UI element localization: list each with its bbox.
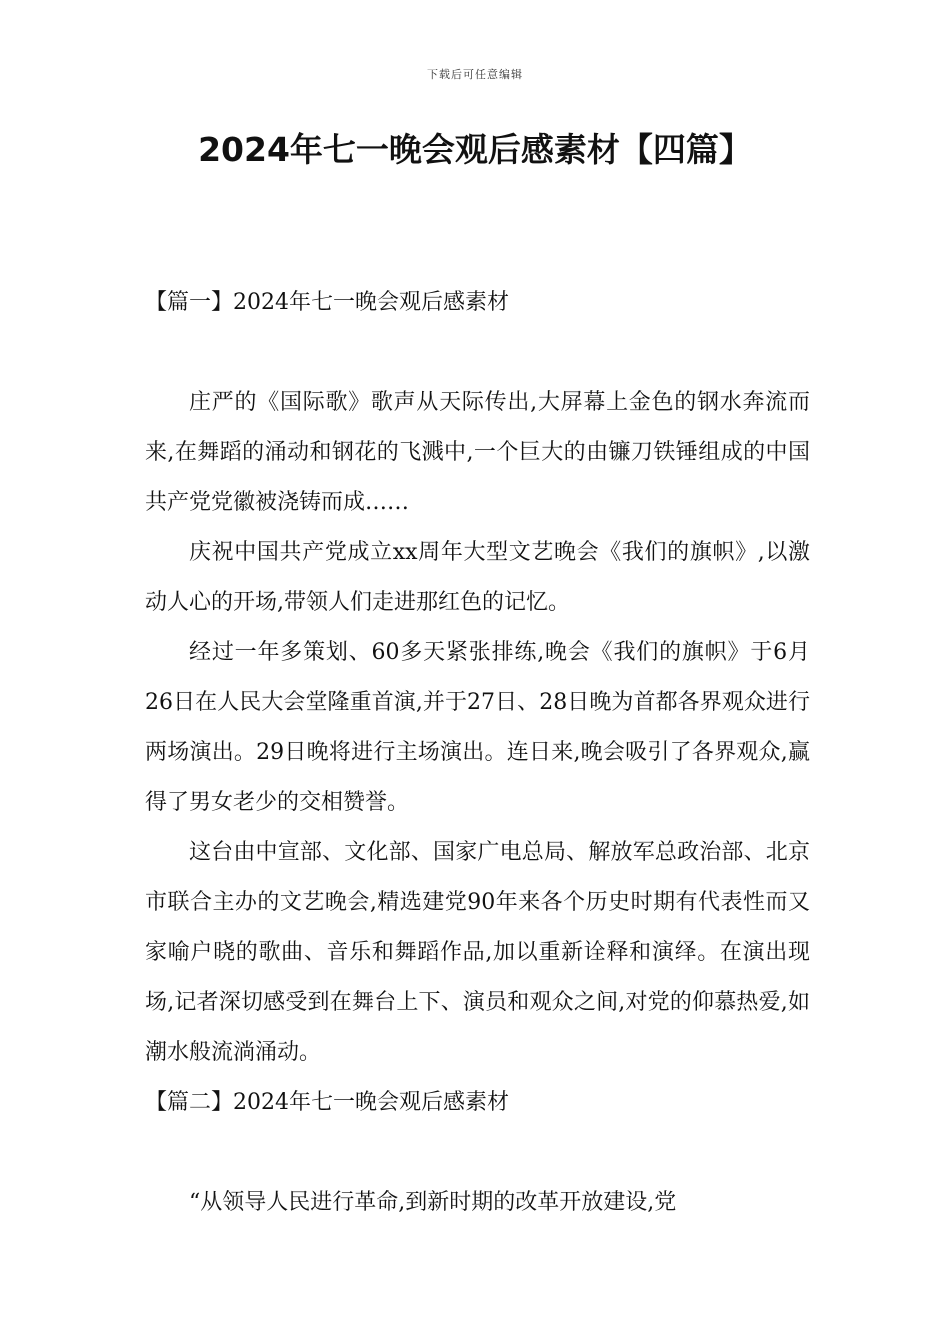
paragraph: 庄严的《国际歌》歌声从天际传出,大屏幕上金色的钢水奔流而来,在舞蹈的涌动和钢花的飞溅中,一个巨大的由镰刀铁锤组成的中国共产党党徽被浇铸而成…… [145,390,810,515]
document-title: 2024年七一晚会观后感素材【四篇】 [198,130,752,169]
paragraph: 经过一年多策划、60多天紧张排练,晚会《我们的旗帜》于6月26日在人民大会堂隆重首演,并于27日、28日晚为首都各界观众进行两场演出。29日晚将进行主场演出。连日来,晚会吸引了各界观众,赢得了男女老少的交相赞誉。 [145,640,810,815]
paragraph: 庆祝中国共产党成立xx周年大型文艺晚会《我们的旗帜》,以激动人心的开场,带领人们走进那红色的记忆。 [145,540,810,615]
paragraph: “从领导人民进行革命,到新时期的改革开放建设,党 [189,1190,677,1215]
header-note: 下载后可任意编辑 [427,68,523,81]
document-body [145,278,810,1228]
section-gap [145,1128,810,1178]
section-heading-1: 【篇一】2024年七一晚会观后感素材 [145,290,509,315]
section-gap [145,328,810,378]
paragraph: 这台由中宣部、文化部、国家广电总局、解放军总政治部、北京市联合主办的文艺晚会,精选建党90年来各个历史时期有代表性而又家喻户晓的歌曲、音乐和舞蹈作品,加以重新诠释和演绎。在演出现场,记者深切感受到在舞台上下、演员和观众之间,对党的仰慕热爱,如潮水般流淌涌动。 [145,840,810,1065]
section-heading-2: 【篇二】2024年七一晚会观后感素材 [145,1090,509,1115]
